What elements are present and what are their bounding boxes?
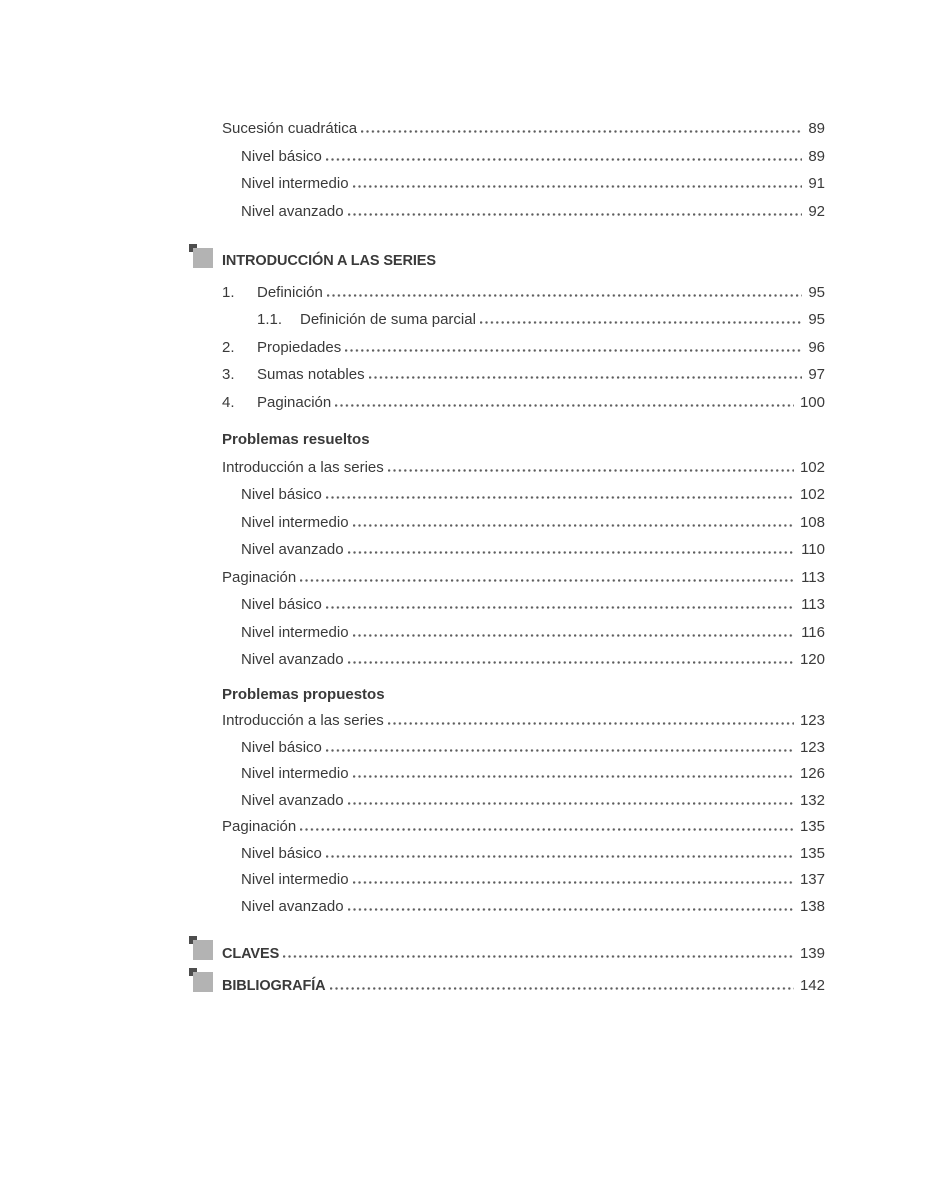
toc-entry-label: Nivel avanzado: [241, 897, 344, 915]
toc-entry-number: 1.1.: [257, 311, 283, 328]
toc-entry-number: 1.: [222, 283, 235, 301]
dot-leader: [348, 802, 794, 805]
dot-leader: [348, 908, 794, 911]
toc-entry-page: 139: [799, 945, 825, 962]
chapter-marker-icon: [186, 972, 213, 997]
dot-leader: [327, 294, 802, 297]
dot-leader: [326, 158, 802, 161]
toc-entry-label: Nivel básico: [241, 738, 322, 756]
dot-leader: [353, 634, 796, 637]
toc-entry-label: Paginación: [222, 818, 297, 835]
toc-entry-label: Sucesión cuadrática: [222, 120, 358, 137]
dot-leader: [348, 213, 803, 216]
toc-chapter-label: INTRODUCCIÓN A LAS SERIES: [222, 253, 436, 269]
toc-entry-label: Sumas notables: [257, 366, 365, 383]
toc-entry-page: 91: [808, 175, 825, 192]
toc-numbered-entry: [222, 334, 825, 362]
toc-entry-page: 102: [799, 458, 825, 476]
toc-entry-label: Nivel básico: [241, 147, 322, 165]
toc-entry-page: 138: [799, 897, 825, 915]
toc-entry-label: Propiedades: [257, 338, 342, 356]
dot-leader: [353, 185, 803, 188]
dot-leader: [348, 551, 796, 554]
toc-entry-page: 92: [808, 202, 825, 220]
toc-sub-entry: [222, 143, 825, 171]
dot-leader: [283, 955, 794, 958]
toc-sub-entry: [222, 509, 825, 537]
toc-entry-label: Nivel avanzado: [241, 202, 344, 220]
toc-entry-number: 3.: [222, 366, 235, 383]
dot-leader: [300, 579, 795, 582]
toc-entry-page: 95: [808, 283, 825, 301]
dot-leader: [348, 661, 794, 664]
dot-leader: [335, 404, 794, 407]
toc-sub-entry: [222, 619, 825, 647]
toc-entry-page: 89: [808, 147, 825, 165]
toc-entry-page: 142: [799, 976, 825, 994]
toc-chapter-label: BIBLIOGRAFÍA: [222, 977, 326, 994]
toc-entry-page: 100: [799, 393, 825, 411]
toc-section-heading-label: Problemas resueltos: [222, 431, 370, 448]
toc-chapter-entry: [222, 972, 825, 1001]
toc-sub-entry: [222, 198, 825, 226]
toc-sub-entry: [222, 761, 825, 788]
dot-leader: [326, 496, 794, 499]
toc-entry-number: 4.: [222, 393, 235, 411]
toc-entry-page: 135: [799, 818, 825, 835]
dot-leader: [480, 321, 802, 324]
toc-entry-label: Definición: [257, 283, 323, 301]
toc-entry: [222, 115, 825, 143]
toc-entry: [222, 454, 825, 482]
dot-leader: [353, 524, 794, 527]
toc-sub-entry: [222, 841, 825, 868]
dot-leader: [361, 130, 802, 133]
toc-entry-page: 126: [799, 765, 825, 782]
toc-entry: [222, 564, 825, 592]
dot-leader: [345, 349, 802, 352]
toc-section-heading-label: Problemas propuestos: [222, 685, 385, 703]
toc-entry-label: Nivel intermedio: [241, 175, 349, 192]
toc-entry-page: 89: [808, 120, 825, 137]
marker-light-square: [193, 248, 213, 268]
dot-leader: [326, 855, 794, 858]
toc-entry-page: 108: [799, 513, 825, 531]
toc-section-heading: [222, 681, 825, 709]
dot-leader: [369, 376, 803, 379]
marker-light-square: [193, 940, 213, 960]
dot-leader: [326, 749, 794, 752]
toc-chapter-entry: [222, 940, 825, 969]
toc-numbered-entry: [222, 389, 825, 417]
toc-entry-page: 135: [799, 844, 825, 862]
table-of-contents: [222, 115, 825, 1000]
toc-entry-page: 96: [808, 338, 825, 356]
toc-entry-label: Introducción a las series: [222, 458, 384, 476]
toc-entry-label: Nivel básico: [241, 596, 322, 613]
toc-sub-entry: [222, 735, 825, 762]
toc-entry-page: 113: [801, 596, 825, 613]
toc-sub-entry: [222, 788, 825, 815]
toc-entry-page: 137: [799, 871, 825, 888]
toc-entry-page: 123: [799, 738, 825, 756]
toc-sub-entry: [222, 867, 825, 894]
toc-entry-label: Nivel intermedio: [241, 871, 349, 888]
dot-leader: [388, 722, 794, 725]
dot-leader: [353, 775, 794, 778]
toc-entry-page: 116: [801, 623, 825, 641]
toc-entry-page: 95: [808, 311, 825, 328]
chapter-marker-icon: [186, 248, 213, 273]
toc-section-heading: [222, 426, 825, 454]
toc-sub-entry: [222, 481, 825, 509]
toc-entry-label: Nivel intermedio: [241, 623, 349, 641]
toc-entry-label: Definición de suma parcial: [300, 311, 476, 328]
toc-sub-entry: [222, 170, 825, 198]
chapter-marker-icon: [186, 940, 213, 965]
toc-entry-page: 113: [801, 568, 825, 586]
toc-entry: [222, 708, 825, 735]
toc-entry-page: 97: [808, 366, 825, 383]
toc-entry-label: Nivel básico: [241, 486, 322, 503]
marker-light-square: [193, 972, 213, 992]
toc-sub-entry: [222, 536, 825, 564]
toc-entry-page: 110: [801, 541, 825, 558]
toc-sub-entry: [222, 591, 825, 619]
toc-numbered-entry: [222, 279, 825, 307]
dot-leader: [300, 828, 794, 831]
toc-sub-entry: [222, 646, 825, 674]
toc-entry: [222, 814, 825, 841]
toc-entry-page: 120: [799, 651, 825, 668]
toc-entry-label: Nivel avanzado: [241, 791, 344, 809]
toc-chapter-heading: [222, 248, 825, 276]
dot-leader: [388, 469, 794, 472]
toc-entry-label: Paginación: [222, 568, 297, 586]
dot-leader: [353, 881, 794, 884]
toc-entry-label: Paginación: [257, 393, 332, 411]
toc-entry-label: Introducción a las series: [222, 712, 384, 729]
dot-leader: [326, 606, 795, 609]
toc-entry-label: Nivel avanzado: [241, 651, 344, 668]
dot-leader: [330, 987, 794, 990]
toc-numbered-entry: [222, 361, 825, 389]
toc-entry-label: Nivel intermedio: [241, 765, 349, 782]
toc-sub-numbered-entry: [222, 306, 825, 334]
toc-entry-label: Nivel intermedio: [241, 513, 349, 531]
toc-chapter-label: CLAVES: [222, 946, 280, 962]
toc-entry-label: Nivel avanzado: [241, 541, 344, 558]
toc-sub-entry: [222, 894, 825, 921]
toc-entry-page: 123: [799, 712, 825, 729]
toc-entry-page: 132: [799, 791, 825, 809]
toc-entry-label: Nivel básico: [241, 844, 322, 862]
toc-entry-number: 2.: [222, 338, 235, 356]
toc-entry-page: 102: [799, 486, 825, 503]
